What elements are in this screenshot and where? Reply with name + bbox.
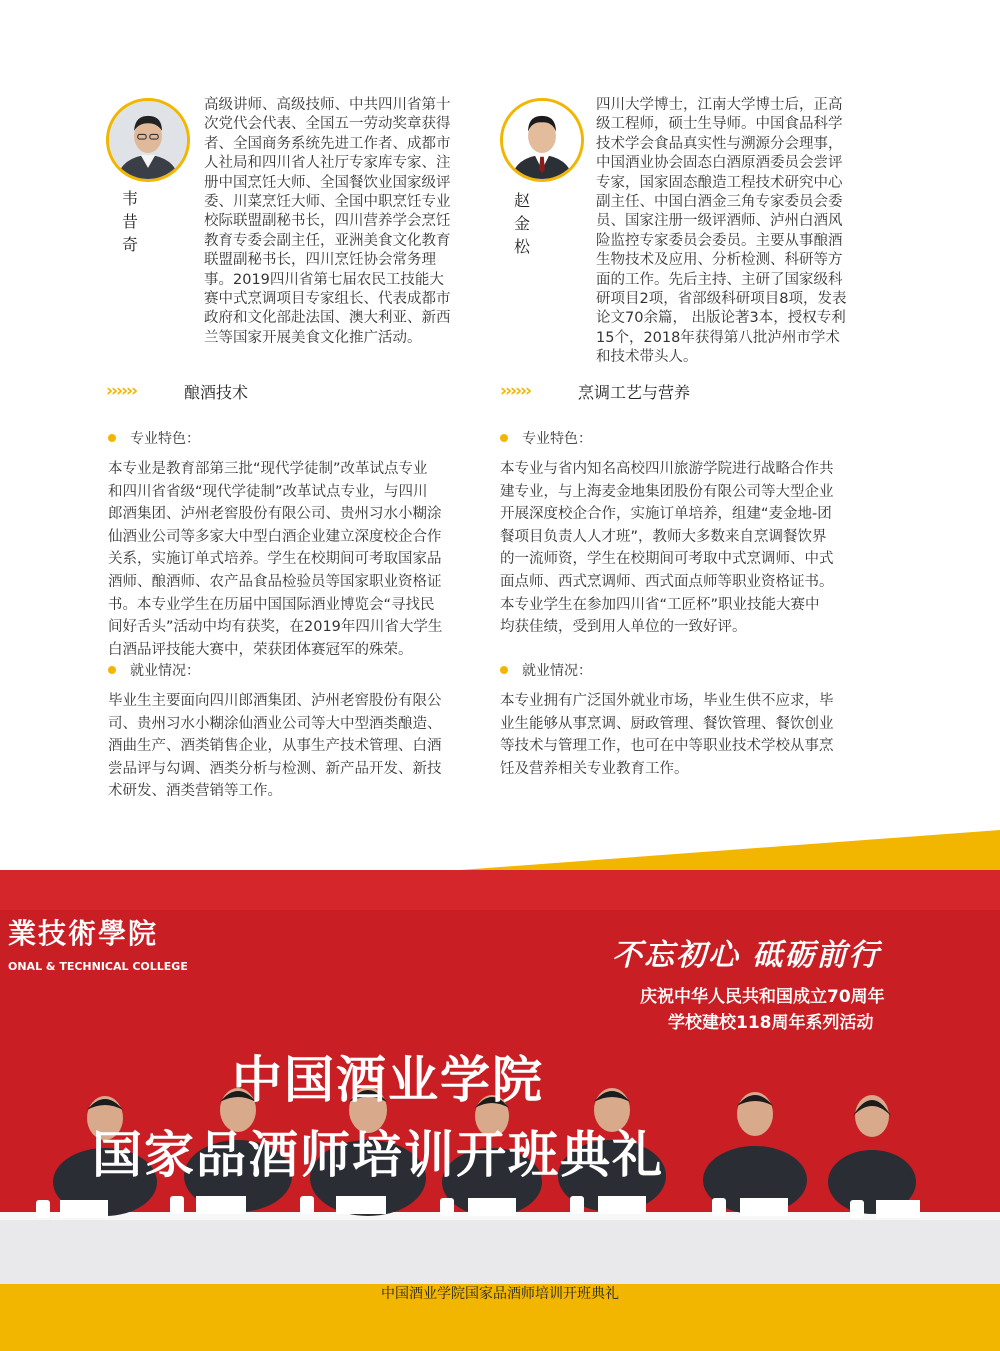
para-line: 郎酒集团、泸州老窖股份有限公司、贵州习水小糊涂 (108, 506, 442, 523)
bullet-dot-icon (500, 434, 508, 442)
photo-caption: 中国酒业学院国家品酒师培训开班典礼 (381, 1286, 619, 1302)
bullet-dot-icon (108, 666, 116, 674)
para-line: 术研发、酒类营销等工作。 (108, 783, 282, 800)
para-line: 等技术与管理工作，也可在中等职业技术学校从事烹 (500, 738, 834, 755)
bio-line: 高级讲师、高级技师、中共四川省第十 (204, 97, 451, 113)
bio-line: 四川大学博士，江南大学博士后，正高 (596, 97, 843, 113)
slogan-banner: 不忘初心 砥砺前行 (612, 938, 881, 973)
employment-heading (500, 660, 592, 680)
chevron-right-icon: ›››››› (500, 381, 531, 401)
bullet-dot-icon (108, 434, 116, 442)
bio-line: 专家，国家固态酿造工程技术研究中心 (596, 174, 843, 191)
para-line: 本专业与省内知名高校四川旅游学院进行战略合作共 (500, 461, 834, 477)
para-line: 书。本专业学生在历届中国国际酒业博览会“寻找民 (108, 596, 435, 613)
bio-line: 员、国家注册一级评酒师、泸州白酒风 (596, 213, 843, 230)
anniversary-line-2: 学校建校118周年系列活动 (668, 1013, 874, 1033)
banner-headline-2: 国家品酒师培训开班典礼 (92, 1126, 664, 1184)
bio-line: 人社局和四川省人社厅专家库专家、注 (204, 155, 451, 172)
employment-label: 就业情况： (522, 663, 592, 679)
bio-line: 险监控专家委员会委员。主要从事酿酒 (596, 232, 843, 249)
para-line: 本专业拥有广泛国外就业市场，毕业生供不应求，毕 (500, 693, 834, 709)
profile-name: 韦昔奇 (122, 189, 140, 254)
bio-line: 校际联盟副秘书长，四川营养学会烹饪 (204, 213, 451, 230)
para-line: 尝品评与勾调、酒类分析与检测、新产品开发、新技 (108, 760, 442, 777)
para-line: 开展深度校企合作，实施订单培养，组建“麦金地-团 (500, 506, 832, 523)
bio-line: 级工程师，硕士生导师。中国食品科学 (596, 116, 843, 133)
bio-line: 中国酒业协会固态白酒原酒委员会尝评 (596, 155, 843, 172)
avatar (106, 98, 190, 182)
chevron-right-icon: ›››››› (106, 381, 137, 401)
para-line: 均获佳绩，受到用人单位的一致好评。 (500, 619, 747, 636)
bio-line: 委、川菜烹饪大师、全国中职烹饪专业 (204, 194, 451, 211)
para-line: 本专业是教育部第三批“现代学徒制”改革试点专业 (108, 461, 428, 477)
employment-heading (108, 660, 200, 680)
bullet-dot-icon (500, 666, 508, 674)
para-line: 间好舌头”活动中均有获奖，在2019年四川省大学生 (108, 619, 443, 636)
bio-line: 赛中式烹调项目专家组长、代表成都市 (204, 291, 451, 308)
banner-headline-1: 中国酒业学院 (232, 1051, 544, 1109)
bio-line: 联盟副秘书长，四川烹饪协会常务理 (204, 252, 436, 269)
anniversary-line-1: 庆祝中华人民共和国成立70周年 (640, 987, 885, 1007)
college-english-banner: ONAL & TECHNICAL COLLEGE (8, 960, 188, 973)
feature-label: 专业特色： (522, 431, 592, 447)
feature-label: 专业特色： (130, 431, 200, 447)
bio-line: 事。2019四川省第七届农民工技能大 (204, 271, 444, 288)
profile-name: 赵金松 (514, 191, 532, 256)
event-photo-block (0, 830, 1000, 1351)
bio-line: 和技术带头人。 (596, 349, 698, 366)
bio-line: 教育专委会副主任，亚洲美食文化教育 (204, 232, 451, 249)
bio-line: 技术学会食品真实性与溯源分会理事， (596, 135, 843, 152)
college-name-banner: 業技術學院 (8, 917, 159, 950)
para-line: 饪及营养相关专业教育工作。 (500, 760, 689, 777)
profile-bio (596, 96, 860, 368)
bio-line: 副主任、中国白酒金三角专家委员会委 (596, 194, 843, 211)
para-line: 业生能够从事烹调、厨政管理、餐饮管理、餐饮创业 (500, 715, 834, 732)
employment-paragraph (500, 690, 854, 780)
section-title: 烹调工艺与营养 (578, 382, 691, 402)
section-header-brewing (106, 378, 248, 404)
para-line: 和四川省省级“现代学徒制”改革试点专业，与四川 (108, 483, 428, 500)
para-line: 白酒品评技能大赛中，荣获团体赛冠军的殊荣。 (108, 641, 413, 658)
bio-line: 生物技术及应用、分析检测、科研等方 (596, 252, 843, 269)
para-line: 酒曲生产、酒类销售企业，从事生产技术管理、白酒 (108, 738, 442, 755)
para-line: 建专业，与上海麦金地集团股份有限公司等大型企业 (500, 483, 834, 500)
bio-line: 次党代会代表、全国五一劳动奖章获得 (204, 116, 451, 133)
para-line: 仙酒业公司等多家大中型白酒企业建立深度校企合作 (108, 528, 442, 545)
bio-line: 兰等国家开展美食文化推广活动。 (204, 329, 422, 346)
feature-paragraph (108, 458, 460, 661)
event-photo (0, 870, 1000, 1284)
para-line: 餐项目负责人人才班”，教师大多数来自烹调餐饮界 (500, 528, 827, 545)
para-line: 本专业学生在参加四川省“工匠杯”职业技能大赛中 (500, 596, 820, 613)
para-line: 的一流师资，学生在校期间可考取中式烹调师、中式 (500, 551, 834, 568)
para-line: 司、贵州习水小糊涂仙酒业公司等大中型酒类酿造、 (108, 715, 442, 732)
section-title: 酿酒技术 (184, 382, 249, 402)
para-line: 毕业生主要面向四川郎酒集团、泸州老窖股份有限公 (108, 693, 442, 709)
feature-paragraph (500, 458, 854, 639)
bio-line: 论文70余篇， 出版论著3本，授权专利 (596, 310, 846, 327)
para-line: 面点师、西式烹调师、西式面点师等职业资格证书。 (500, 573, 834, 590)
feature-heading (500, 428, 592, 448)
para-line: 关系，实施订单式培养。学生在校期间可考取国家品 (108, 551, 442, 568)
profile-bio (204, 96, 480, 348)
bio-line: 政府和文化部赴法国、澳大利亚、新西 (204, 310, 451, 327)
bio-line: 面的工作。先后主持、主研了国家级科 (596, 271, 843, 288)
avatar (500, 98, 584, 182)
person-portrait-icon (503, 101, 581, 179)
employment-label: 就业情况： (130, 663, 200, 679)
bio-line: 册中国烹饪大师、全国餐饮业国家级评 (204, 174, 451, 191)
bio-line: 15个，2018年获得第八批泸州市学术 (596, 329, 840, 346)
bio-line: 者、全国商务系统先进工作者、成都市 (204, 135, 451, 152)
para-line: 酒师、酿酒师、农产品食品检验员等国家职业资格证 (108, 573, 442, 590)
employment-paragraph (108, 690, 460, 803)
section-header-cooking (500, 378, 690, 404)
feature-heading (108, 428, 200, 448)
person-portrait-icon (109, 101, 187, 179)
bio-line: 研项目2项，省部级科研项目8项，发表 (596, 291, 847, 308)
